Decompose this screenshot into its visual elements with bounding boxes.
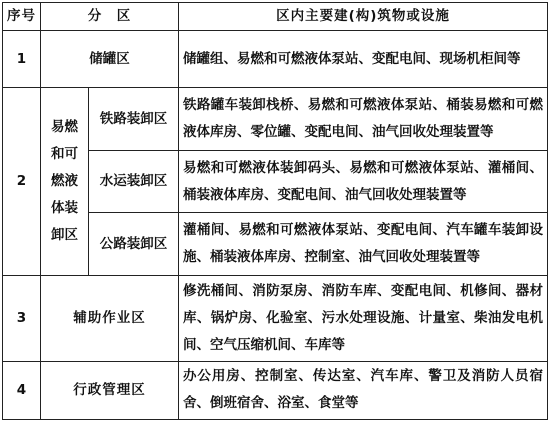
table-row <box>3 361 548 419</box>
subzone-name: 水运装卸区 <box>89 151 179 213</box>
zone-name: 储罐区 <box>41 31 179 88</box>
subzone-name: 公路装卸区 <box>89 213 179 275</box>
zone-facilities: 储罐组、易燃和可燃液体泵站、变配电间、现场机柜间等 <box>179 31 548 88</box>
subzone-facilities: 易燃和可燃液体装卸码头、易燃和可燃液体泵站、灌桶间、桶装液体库房、变配电间、油气回收处理装置等 <box>179 151 548 213</box>
header-row <box>3 3 548 31</box>
row-number: 2 <box>3 88 41 275</box>
zone-facilities: 办公用房、控制室、传达室、汽车库、警卫及消防人员宿舍、倒班宿舍、浴室、食堂等 <box>179 361 548 419</box>
zone-group-line: 体装 <box>51 199 78 216</box>
row-number: 3 <box>3 275 41 361</box>
zone-facilities: 修洗桶间、消防泵房、消防车库、变配电间、机修间、器材库、锅炉房、化验室、污水处理设施、计量室、柴油发电机间、空气压缩机间、车库等 <box>179 275 548 361</box>
zone-group-line: 卸区 <box>51 226 78 243</box>
zone-group-line: 易燃 <box>51 118 78 135</box>
subzone-facilities: 铁路罐车装卸栈桥、易燃和可燃液体泵站、桶装易燃和可燃液体库房、零位罐、变配电间、油气回收处理装置等 <box>179 88 548 151</box>
table-body <box>3 31 548 420</box>
row-number: 4 <box>3 361 41 419</box>
subzone-name: 铁路装卸区 <box>89 88 179 151</box>
header-no: 序号 <box>3 3 41 31</box>
zone-group-name <box>41 88 89 275</box>
header-area: 分 区 <box>41 3 179 31</box>
zone-table <box>2 2 548 420</box>
table-row <box>3 275 548 361</box>
zone-group-line: 和可 <box>51 145 78 162</box>
table-header <box>3 3 548 31</box>
row-number: 1 <box>3 31 41 88</box>
table-row <box>3 88 548 151</box>
table-row <box>3 31 548 88</box>
header-facilities: 区内主要建(构)筑物或设施 <box>179 3 548 31</box>
subzone-facilities: 灌桶间、易燃和可燃液体泵站、变配电间、汽车罐车装卸设施、桶装液体库房、控制室、油气回收处理装置等 <box>179 213 548 275</box>
zone-name: 辅助作业区 <box>41 275 179 361</box>
zone-name: 行政管理区 <box>41 361 179 419</box>
zone-group-line: 燃液 <box>51 172 78 189</box>
